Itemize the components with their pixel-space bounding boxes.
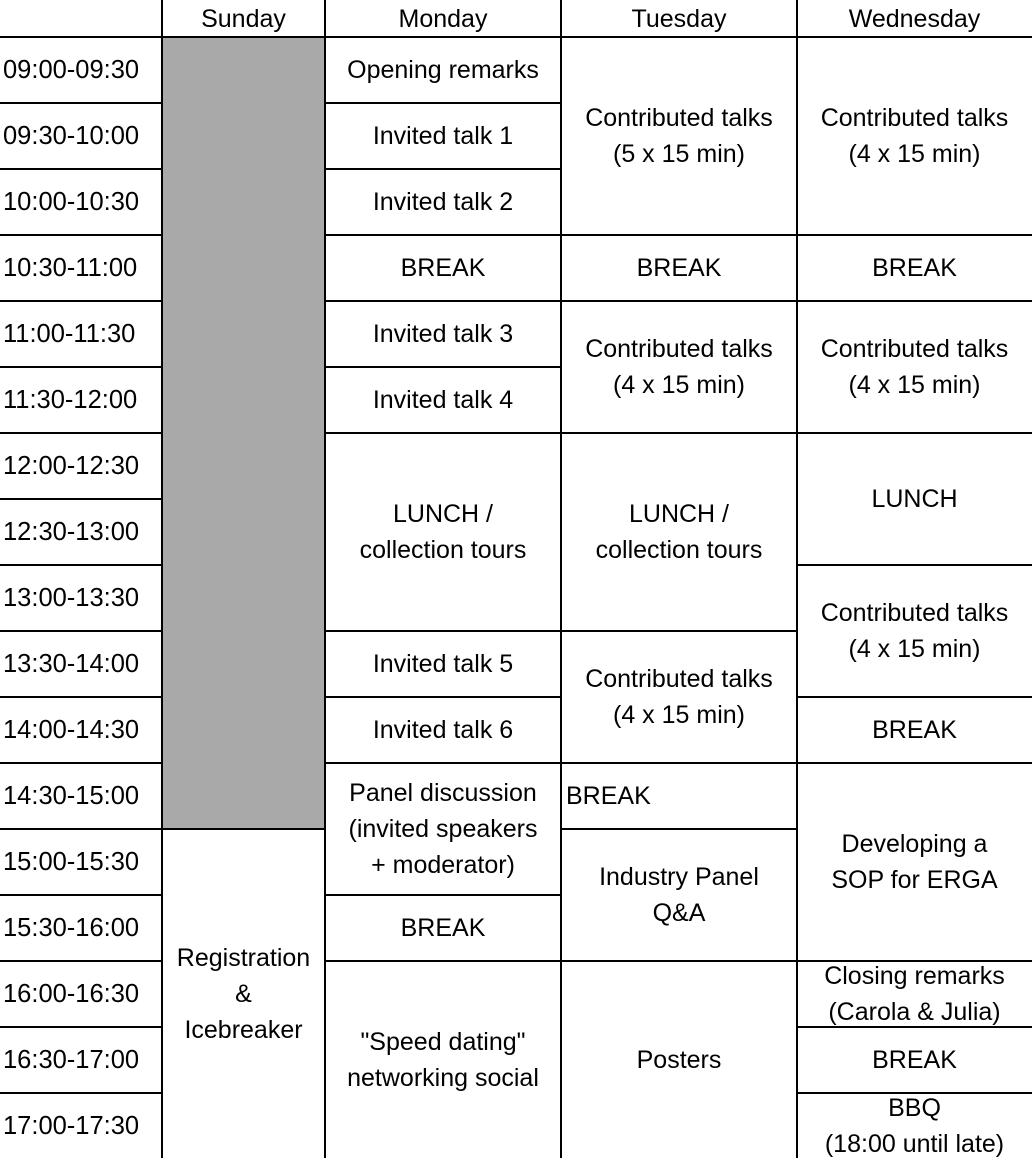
session-rule <box>561 762 797 764</box>
time-slot: 15:30-16:00 <box>3 914 140 942</box>
session-cell: Developing a SOP for ERGA <box>831 830 998 894</box>
row-rule <box>0 432 162 434</box>
session-rule <box>325 960 561 962</box>
day-header-tuesday: Tuesday <box>631 5 727 33</box>
column-rule <box>560 0 562 1158</box>
time-slot: 09:30-10:00 <box>3 122 140 150</box>
time-slot: 15:00-15:30 <box>3 848 140 876</box>
session-rule <box>325 168 561 170</box>
session-rule <box>325 234 561 236</box>
session-cell: Invited talk 6 <box>372 716 514 744</box>
session-cell: Contributed talks (4 x 15 min) <box>820 599 1009 663</box>
session-cell: Contributed talks (4 x 15 min) <box>820 335 1009 399</box>
session-rule <box>325 300 561 302</box>
session-rule <box>797 696 1032 698</box>
session-cell: Panel discussion (invited speakers + moderator) <box>348 779 538 879</box>
session-rule <box>797 234 1032 236</box>
session-rule <box>325 894 561 896</box>
session-cell: Industry Panel Q&A <box>599 863 759 927</box>
row-rule <box>0 960 162 962</box>
time-slot: 16:00-16:30 <box>3 980 140 1008</box>
session-cell: Contributed talks (4 x 15 min) <box>585 335 773 399</box>
session-rule <box>561 300 797 302</box>
unavailable-block <box>162 37 325 829</box>
session-cell: BREAK <box>872 1046 957 1074</box>
row-rule <box>0 564 162 566</box>
session-rule <box>325 432 561 434</box>
session-rule <box>797 960 1032 962</box>
session-rule <box>561 828 797 830</box>
session-cell: BBQ (18:00 until late) <box>824 1094 1005 1158</box>
column-rule <box>324 0 326 1158</box>
time-slot: 17:00-17:30 <box>3 1112 140 1140</box>
session-cell: BREAK <box>872 254 957 282</box>
time-slot: 12:00-12:30 <box>3 452 140 480</box>
session-cell: Invited talk 5 <box>372 650 514 678</box>
day-header-monday: Monday <box>398 5 488 33</box>
time-slot: 16:30-17:00 <box>3 1046 140 1074</box>
row-rule <box>0 300 162 302</box>
session-rule <box>797 1026 1032 1028</box>
time-slot: 11:30-12:00 <box>3 386 138 414</box>
day-header-wednesday: Wednesday <box>848 5 981 33</box>
header-rule <box>0 36 1032 38</box>
time-slot: 14:00-14:30 <box>3 716 140 744</box>
session-rule <box>162 828 325 830</box>
time-slot: 10:00-10:30 <box>3 188 140 216</box>
session-cell: "Speed dating" networking social <box>347 1028 539 1092</box>
row-rule <box>0 1026 162 1028</box>
session-cell: BREAK <box>400 914 486 942</box>
time-slot: 09:00-09:30 <box>3 56 140 84</box>
row-rule <box>0 102 162 104</box>
row-rule <box>0 1092 162 1094</box>
session-cell: Invited talk 4 <box>372 386 514 414</box>
row-rule <box>0 696 162 698</box>
session-cell: BREAK <box>566 782 651 810</box>
session-cell: Contributed talks (5 x 15 min) <box>585 104 773 168</box>
time-slot: 12:30-13:00 <box>3 518 140 546</box>
session-cell: Posters <box>636 1046 722 1074</box>
session-cell: Registration & Icebreaker <box>176 944 311 1044</box>
time-slot: 13:00-13:30 <box>3 584 140 612</box>
session-rule <box>797 564 1032 566</box>
row-rule <box>0 234 162 236</box>
session-cell: Contributed talks (4 x 15 min) <box>585 665 773 729</box>
day-header-sunday: Sunday <box>201 5 286 33</box>
session-cell: LUNCH <box>871 485 958 513</box>
session-rule <box>325 630 561 632</box>
time-slot: 11:00-11:30 <box>3 320 136 348</box>
session-cell: LUNCH / collection tours <box>359 500 527 564</box>
session-rule <box>561 960 797 962</box>
session-rule <box>561 432 797 434</box>
row-rule <box>0 894 162 896</box>
row-rule <box>0 168 162 170</box>
session-rule <box>561 234 797 236</box>
session-rule <box>561 630 797 632</box>
session-rule <box>325 102 561 104</box>
time-slot: 13:30-14:00 <box>3 650 140 678</box>
row-rule <box>0 498 162 500</box>
session-cell: Invited talk 1 <box>372 122 514 150</box>
session-rule <box>797 300 1032 302</box>
row-rule <box>0 762 162 764</box>
session-cell: Opening remarks <box>347 56 539 84</box>
time-slot: 10:30-11:00 <box>3 254 138 282</box>
time-slot: 14:30-15:00 <box>3 782 140 810</box>
session-rule <box>797 762 1032 764</box>
session-cell: Closing remarks (Carola & Julia) <box>824 962 1005 1026</box>
session-rule <box>325 762 561 764</box>
row-rule <box>0 828 162 830</box>
session-cell: BREAK <box>872 716 957 744</box>
session-rule <box>325 366 561 368</box>
session-rule <box>797 432 1032 434</box>
row-rule <box>0 366 162 368</box>
session-rule <box>325 696 561 698</box>
column-rule <box>796 0 798 1158</box>
row-rule <box>0 630 162 632</box>
session-cell: BREAK <box>400 254 486 282</box>
session-cell: Invited talk 2 <box>372 188 514 216</box>
column-rule <box>161 0 163 1158</box>
session-cell: Invited talk 3 <box>372 320 514 348</box>
session-cell: BREAK <box>636 254 722 282</box>
session-cell: LUNCH / collection tours <box>595 500 763 564</box>
session-cell: Contributed talks (4 x 15 min) <box>820 104 1009 168</box>
session-rule <box>797 1092 1032 1094</box>
